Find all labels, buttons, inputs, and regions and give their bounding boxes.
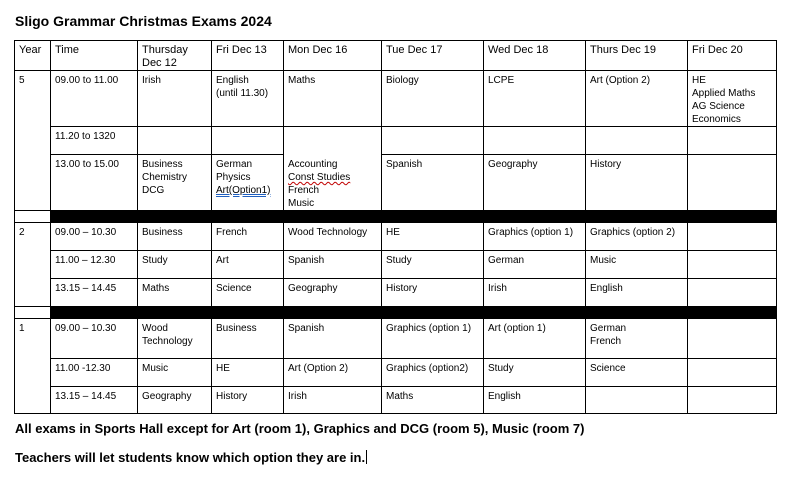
exam-cell (284, 127, 382, 211)
exam-cell (138, 251, 212, 279)
cell-line: Study (488, 363, 514, 374)
table-row (15, 71, 777, 127)
cell-line: Music (142, 363, 169, 374)
cell-line: German (488, 255, 525, 266)
document-title: Sligo Grammar Christmas Exams 2024 (15, 13, 272, 29)
cell-line: Wood (142, 323, 168, 334)
cell-line: HE (216, 363, 230, 374)
cell-line: Business (142, 227, 183, 238)
exam-cell (138, 154, 212, 210)
cell-line: History (386, 283, 418, 294)
cell-line: Economics (692, 114, 741, 125)
exam-cell (138, 127, 212, 155)
exam-cell (484, 71, 586, 127)
cell-line: English (488, 391, 521, 402)
cell-line: Science (216, 283, 252, 294)
time-cell: 11.00 -12.30 (51, 359, 138, 387)
exam-cell (284, 359, 382, 387)
exam-cell (382, 319, 484, 359)
cell-line: Chemistry (142, 171, 188, 183)
time-cell: 09.00 to 11.00 (51, 71, 138, 127)
exam-cell (586, 154, 688, 210)
cell-line: Technology (142, 336, 193, 347)
exam-cell (586, 223, 688, 251)
exam-cell (212, 154, 284, 210)
exam-cell (212, 251, 284, 279)
cell-line: DCG (142, 184, 165, 196)
separator-cell (15, 307, 51, 319)
footer-note-options-text: Teachers will let students know which option they are in. (15, 450, 366, 465)
exam-cell (382, 127, 484, 155)
cell-line: Maths (288, 75, 316, 86)
cell-line: French (216, 227, 248, 238)
cell-line (216, 184, 279, 197)
table-row (15, 127, 777, 155)
cell-line: AG Science (692, 101, 745, 112)
exam-cell (688, 279, 777, 307)
header-cell: Wed Dec 18 (484, 41, 586, 71)
exam-cell (138, 279, 212, 307)
exam-cell (212, 279, 284, 307)
cell-line: Irish (142, 75, 161, 86)
exam-cell (484, 319, 586, 359)
exam-cell (688, 319, 777, 359)
cell-line: LCPE (488, 75, 515, 86)
exam-cell (586, 251, 688, 279)
cell-line: Business (142, 158, 183, 170)
cell-line: Graphics (option 2) (590, 227, 676, 238)
separator-row (15, 211, 777, 223)
footer-note-options[interactable] (15, 450, 367, 465)
cell-line: Business (216, 323, 257, 334)
exam-cell (688, 223, 777, 251)
exam-cell (212, 387, 284, 414)
cell-line: German (590, 323, 627, 334)
exam-cell (382, 387, 484, 414)
table-row (15, 154, 777, 210)
cell-line: Biology (386, 75, 419, 86)
cell-line: Art (Option 2) (288, 363, 349, 374)
exam-cell (382, 71, 484, 127)
cell-line: Art (216, 255, 229, 266)
exam-cell (382, 154, 484, 210)
cell-line: Maths (142, 283, 170, 294)
table-row (15, 251, 777, 279)
cell-line: Science (590, 363, 626, 374)
exam-cell (138, 223, 212, 251)
header-cell: Time (51, 41, 138, 71)
exam-cell (484, 154, 586, 210)
cell-line (288, 171, 377, 184)
cell-line: History (590, 158, 622, 170)
time-cell: 13.15 – 14.45 (51, 387, 138, 414)
exam-cell (484, 387, 586, 414)
table-row (15, 319, 777, 359)
table-row (15, 223, 777, 251)
exam-cell (212, 223, 284, 251)
cell-line: French (590, 336, 622, 347)
time-cell: 11.00 – 12.30 (51, 251, 138, 279)
cell-line: Accounting (288, 159, 338, 170)
exam-timetable (14, 40, 777, 414)
cell-line: Irish (488, 283, 507, 294)
cell-line: Music (288, 198, 315, 209)
exam-cell (484, 223, 586, 251)
cell-line: Graphics (option 1) (488, 227, 574, 238)
cell-line: Geography (288, 283, 338, 294)
exam-cell (688, 127, 777, 155)
exam-cell (284, 251, 382, 279)
time-cell: 09.00 – 10.30 (51, 223, 138, 251)
exam-cell (586, 387, 688, 414)
header-cell: Thurs Dec 19 (586, 41, 688, 71)
cell-line: Graphics (option2) (386, 363, 469, 374)
footer-note-rooms: All exams in Sports Hall except for Art (room 1), Graphics and DCG (room 5), Music (room 7) (15, 421, 585, 436)
table-row (15, 279, 777, 307)
cell-line: HE (692, 75, 706, 86)
table-row (15, 359, 777, 387)
exam-cell (284, 387, 382, 414)
exam-cell (212, 319, 284, 359)
exam-cell (284, 319, 382, 359)
cell-line: Geography (488, 158, 538, 170)
text-cursor (366, 450, 367, 464)
cell-line: HE (386, 227, 400, 238)
separator-cell (15, 211, 51, 223)
cell-line: English (590, 283, 623, 294)
header-cell: Mon Dec 16 (284, 41, 382, 71)
cell-line: Spanish (288, 255, 325, 266)
cell-line: Art (Option 2) (590, 75, 651, 86)
header-cell: Year (15, 41, 51, 71)
exam-cell (284, 279, 382, 307)
cell-line: Music (590, 255, 617, 266)
exam-cell (586, 71, 688, 127)
table-row (15, 387, 777, 414)
exam-cell (138, 387, 212, 414)
time-cell: 11.20 to 1320 (51, 127, 138, 155)
separator-row (15, 307, 777, 319)
exam-cell (138, 319, 212, 359)
cell-line: English (216, 75, 249, 86)
exam-cell (212, 359, 284, 387)
exam-cell (484, 359, 586, 387)
year-cell: 5 (15, 71, 51, 211)
header-cell: Fri Dec 20 (688, 41, 777, 71)
cell-line-text: Art(Option1) (216, 184, 271, 196)
exam-cell (138, 71, 212, 127)
exam-cell (688, 71, 777, 127)
cell-line: Graphics (option 1) (386, 323, 472, 334)
cell-line: Maths (386, 391, 414, 402)
exam-cell (284, 71, 382, 127)
cell-line: (until 11.30) (216, 88, 269, 99)
exam-cell (138, 359, 212, 387)
header-cell: Fri Dec 13 (212, 41, 284, 71)
cell-line: History (216, 391, 248, 402)
year-cell: 2 (15, 223, 51, 307)
exam-cell (212, 127, 284, 155)
exam-cell (586, 279, 688, 307)
cell-line: Art (option 1) (488, 323, 546, 334)
cell-line: Spanish (288, 323, 325, 334)
separator-bar (51, 211, 777, 223)
header-cell: Tue Dec 17 (382, 41, 484, 71)
exam-cell (382, 279, 484, 307)
cell-line: Physics (216, 171, 251, 183)
exam-cell (688, 154, 777, 210)
cell-line: Spanish (386, 158, 423, 170)
exam-cell (586, 359, 688, 387)
exam-cell (484, 251, 586, 279)
exam-cell (382, 223, 484, 251)
header-cell: Thursday Dec 12 (138, 41, 212, 71)
separator-bar (51, 307, 777, 319)
cell-line: Applied Maths (692, 88, 756, 99)
time-cell: 13.15 – 14.45 (51, 279, 138, 307)
cell-line: Irish (288, 391, 307, 402)
header-row (15, 41, 777, 71)
cell-line: French (288, 185, 320, 196)
exam-cell (586, 319, 688, 359)
exam-cell (284, 223, 382, 251)
cell-line: Wood Technology (288, 227, 368, 238)
cell-line: Geography (142, 391, 192, 402)
exam-cell (484, 279, 586, 307)
exam-cell (212, 71, 284, 127)
cell-line: German (216, 158, 253, 170)
cell-line: Study (142, 255, 168, 266)
time-cell: 13.00 to 15.00 (51, 154, 138, 210)
exam-cell (382, 359, 484, 387)
exam-cell (688, 251, 777, 279)
time-cell: 09.00 – 10.30 (51, 319, 138, 359)
exam-cell (586, 127, 688, 155)
exam-cell (484, 127, 586, 155)
cell-line-text: Const Studies (288, 172, 351, 183)
exam-cell (382, 251, 484, 279)
cell-line: Study (386, 255, 412, 266)
year-cell: 1 (15, 319, 51, 414)
exam-cell (688, 359, 777, 387)
exam-cell (688, 387, 777, 414)
